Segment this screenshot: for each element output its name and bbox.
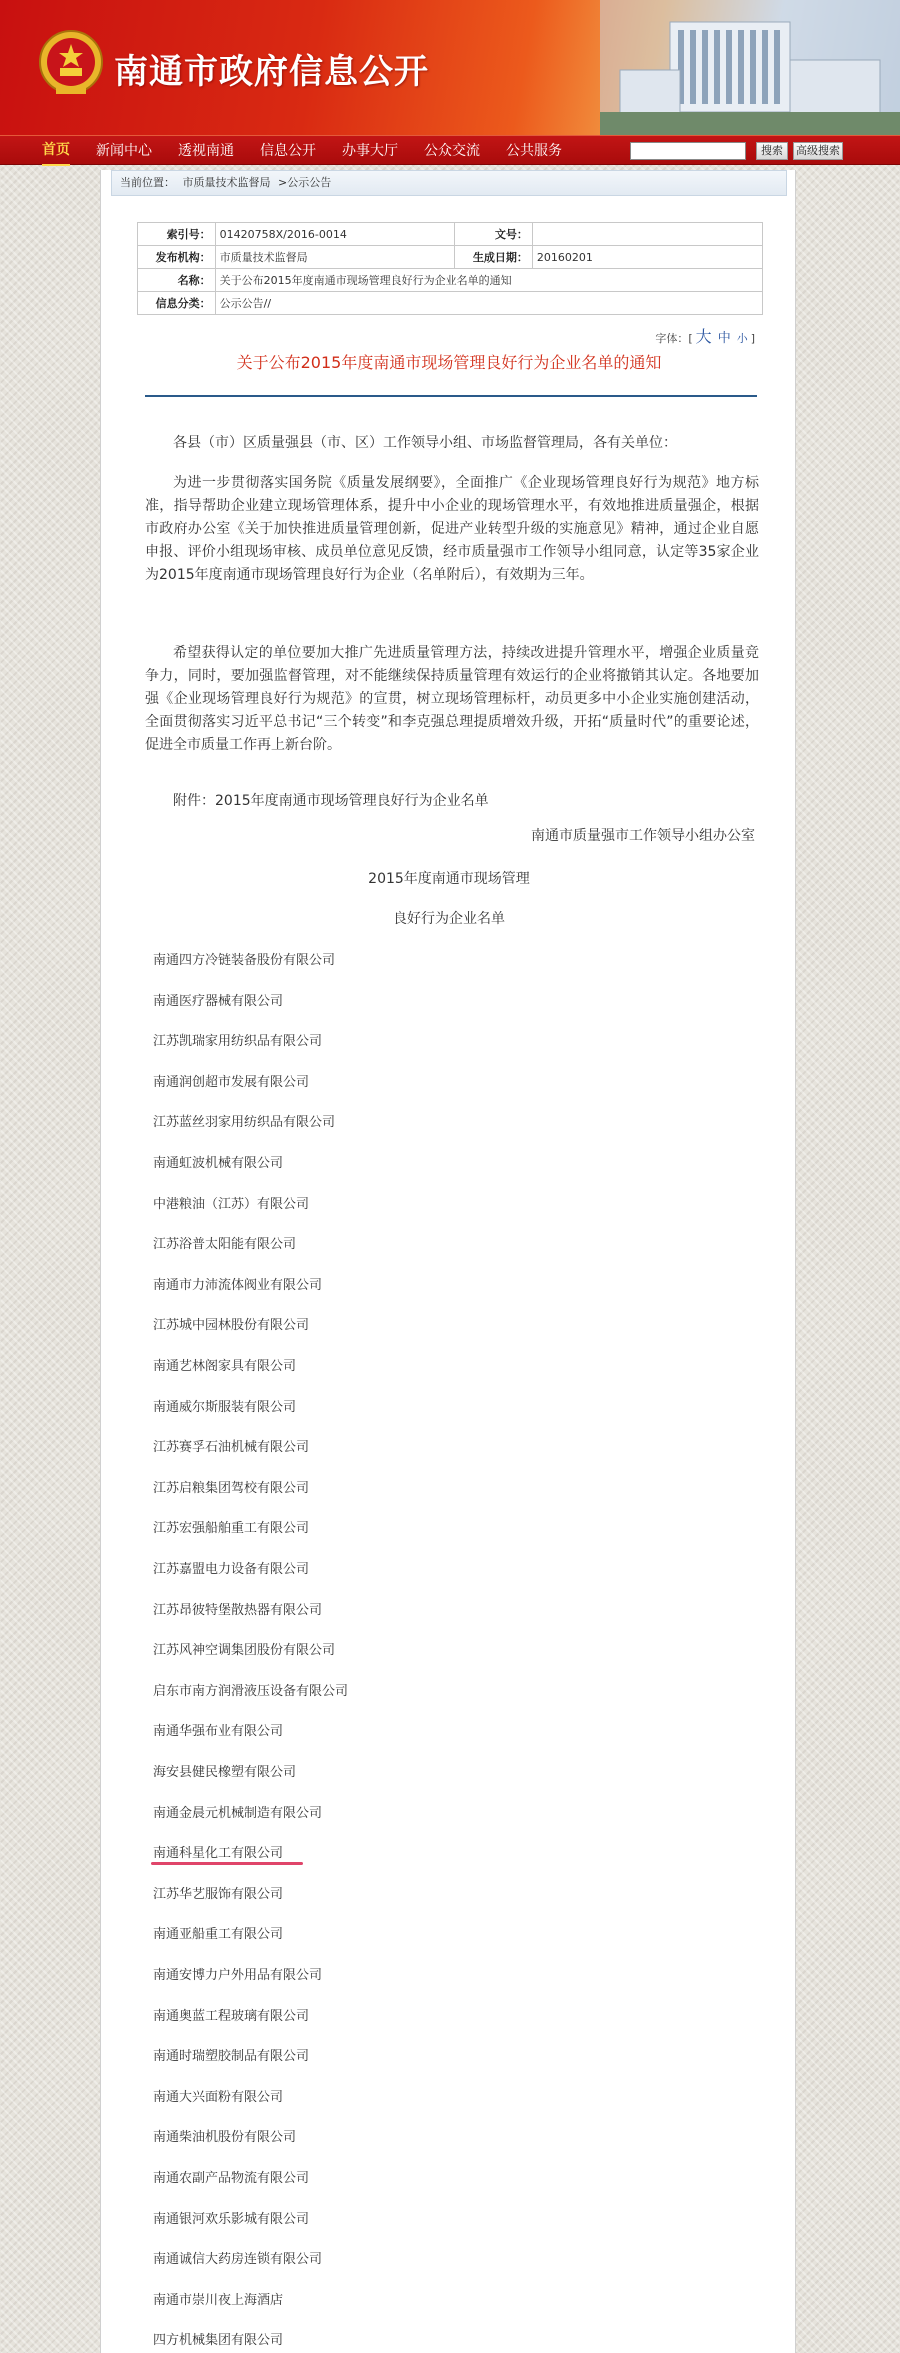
company-list-item: 江苏风神空调集团股份有限公司 <box>153 1643 336 1659</box>
company-list-item: 南通虹波机械有限公司 <box>153 1156 284 1171</box>
doc-no-value <box>532 223 762 246</box>
document-title: 关于公布2015年度南通市现场管理良好行为企业名单的通知 <box>236 353 662 372</box>
company-list-item: 南通医疗器械有限公司 <box>153 993 284 1009</box>
company-list-item: 江苏昂彼特堡散热器有限公司 <box>153 1602 323 1618</box>
attachment-line: 附件：2015年度南通市现场管理良好行为企业名单 <box>173 793 489 809</box>
company-list-item: 南通润创超市发展有限公司 <box>153 1074 310 1090</box>
breadcrumb <box>111 170 787 196</box>
nav-item-service-hall[interactable]: 办事大厅 <box>342 143 398 159</box>
government-building-image <box>600 0 900 135</box>
category-label: 信息分类： <box>138 292 216 315</box>
body-paragraph-1: 为进一步贯彻落实国务院《质量发展纲要》，全面推广《企业现场管理良好行为规范》地方标准，指导帮助企业建立现场管理体系，提升中小企业的现场管理水平，有效地推进质量强企，根据市政府办公室《关于加快推进质量管理创新，促进产业转型升级的实施意见》精神，通过企业自愿申报、评价小组现场审核、成员单位意见反馈，经市质量强市工作领导小组同意，认定等35家企业为2015年度南通市现场管理良好行为企业（名单附后），有效期为三年。 <box>145 475 759 583</box>
company-list-item: 四方机械集团有限公司 <box>153 2333 284 2349</box>
site-title: 南通市政府信息公开 <box>114 52 429 92</box>
doc-no-label: 文号： <box>455 223 533 246</box>
date-label: 生成日期： <box>455 246 533 269</box>
header-banner <box>0 0 900 135</box>
index-value: 01420758X/2016-0014 <box>215 223 454 246</box>
content-panel <box>100 170 796 2353</box>
company-list-item: 江苏蓝丝羽家用纺织品有限公司 <box>153 1115 336 1131</box>
index-label: 索引号： <box>138 223 216 246</box>
company-list-item: 南通市崇川夜上海酒店 <box>153 2292 284 2308</box>
company-list-item: 南通科星化工有限公司 <box>153 1846 284 1862</box>
search-input[interactable] <box>630 142 746 160</box>
list-title-line-2: 良好行为企业名单 <box>393 911 505 927</box>
nav-item-home[interactable]: 首页 <box>42 136 70 166</box>
company-list-item: 南通诚信大药房连锁有限公司 <box>153 2252 323 2268</box>
company-list-item: 南通亚船重工有限公司 <box>153 1927 284 1943</box>
company-list-item: 南通市力沛流体阀业有限公司 <box>153 1277 323 1293</box>
breadcrumb-link-notices[interactable]: >公示公告 <box>278 176 332 189</box>
search-button[interactable]: 搜索 <box>756 142 788 160</box>
company-list-item: 江苏宏强船舶重工有限公司 <box>153 1521 310 1537</box>
company-list-item: 南通时瑞塑胶制品有限公司 <box>153 2049 310 2065</box>
company-list-item: 江苏嘉盟电力设备有限公司 <box>153 1562 310 1577</box>
nav-item-info-disclosure[interactable]: 信息公开 <box>260 143 316 159</box>
company-list-item: 南通大兴面粉有限公司 <box>153 2089 284 2105</box>
company-list-item: 江苏赛孚石油机械有限公司 <box>153 1440 310 1456</box>
company-list-item: 南通艺林阁家具有限公司 <box>153 1359 297 1374</box>
font-size-small-link[interactable]: 小 <box>736 332 748 345</box>
company-list-item: 南通威尔斯服装有限公司 <box>153 1399 297 1415</box>
salutation: 各县（市）区质量强县（市、区）工作领导小组、市场监督管理局，各有关单位： <box>173 435 677 451</box>
nav-item-news[interactable]: 新闻中心 <box>96 143 152 159</box>
document-info-table <box>137 222 763 315</box>
main-nav <box>0 135 900 165</box>
list-title-line-1: 2015年度南通市现场管理 <box>368 871 530 887</box>
company-list-item: 江苏城中园林股份有限公司 <box>153 1318 310 1334</box>
nav-item-public-service[interactable]: 公共服务 <box>506 143 562 159</box>
name-value: 关于公布2015年度南通市现场管理良好行为企业名单的通知 <box>215 269 762 292</box>
national-emblem-icon <box>38 28 104 98</box>
breadcrumb-label: 当前位置： <box>120 176 175 189</box>
breadcrumb-link-agency[interactable]: 市质量技术监督局 <box>182 176 271 189</box>
company-list-item: 中港粮油（江苏）有限公司 <box>153 1196 310 1212</box>
company-list-item: 启东市南方润滑液压设备有限公司 <box>153 1683 349 1699</box>
date-value: 20160201 <box>532 246 762 269</box>
company-list-item: 南通安博力户外用品有限公司 <box>153 1968 323 1983</box>
title-divider <box>145 395 757 397</box>
font-size-switch <box>655 324 755 347</box>
highlight-underline <box>151 1862 303 1865</box>
nav-item-public-exchange[interactable]: 公众交流 <box>424 143 480 159</box>
signer: 南通市质量强市工作领导小组办公室 <box>531 828 755 844</box>
name-label: 名称： <box>138 269 216 292</box>
company-list-item: 南通奥蓝工程玻璃有限公司 <box>153 2008 310 2024</box>
font-size-label: 字体：[ <box>655 332 693 345</box>
publisher-value: 市质量技术监督局 <box>215 246 454 269</box>
font-size-large-link[interactable]: 大 <box>695 327 712 346</box>
publisher-label: 发布机构： <box>138 246 216 269</box>
company-list-item: 南通华强布业有限公司 <box>153 1724 284 1740</box>
company-list-item: 江苏凯瑞家用纺织品有限公司 <box>153 1034 323 1050</box>
company-list-item: 南通柴油机股份有限公司 <box>153 2130 297 2146</box>
company-list-item: 南通银河欢乐影城有限公司 <box>153 2211 310 2227</box>
body-paragraph-2: 希望获得认定的单位要加大推广先进质量管理方法，持续改进提升管理水平，增强企业质量竞争力，同时，要加强监督管理，对不能继续保持质量管理有效运行的企业将撤销其认定。各地要加强《企业现场管理良好行为规范》的宣贯，树立现场管理标杆，动员更多中小企业实施创建活动，全面贯彻落实习近平总书记“三个转变”和李克强总理提质增效升级，开拓“质量时代”的重要论述，促进全市质量工作再上新台阶。 <box>145 645 759 753</box>
font-size-end: ] <box>750 332 755 345</box>
advanced-search-button[interactable]: 高级搜索 <box>793 142 843 160</box>
nav-items <box>42 136 588 166</box>
company-list-item: 江苏浴普太阳能有限公司 <box>153 1237 297 1253</box>
company-list-item: 海安县健民橡塑有限公司 <box>153 1765 297 1780</box>
company-list-item: 南通农副产品物流有限公司 <box>153 2171 310 2186</box>
company-list-item: 江苏启粮集团驾校有限公司 <box>153 1480 310 1496</box>
category-value: 公示公告// <box>215 292 762 315</box>
nav-item-nantong[interactable]: 透视南通 <box>178 143 234 159</box>
font-size-medium-link[interactable]: 中 <box>717 331 731 346</box>
company-list-item: 南通金晨元机械制造有限公司 <box>153 1805 323 1821</box>
company-list-item: 江苏华艺服饰有限公司 <box>153 1886 284 1902</box>
company-list-item: 南通四方冷链装备股份有限公司 <box>153 953 336 968</box>
